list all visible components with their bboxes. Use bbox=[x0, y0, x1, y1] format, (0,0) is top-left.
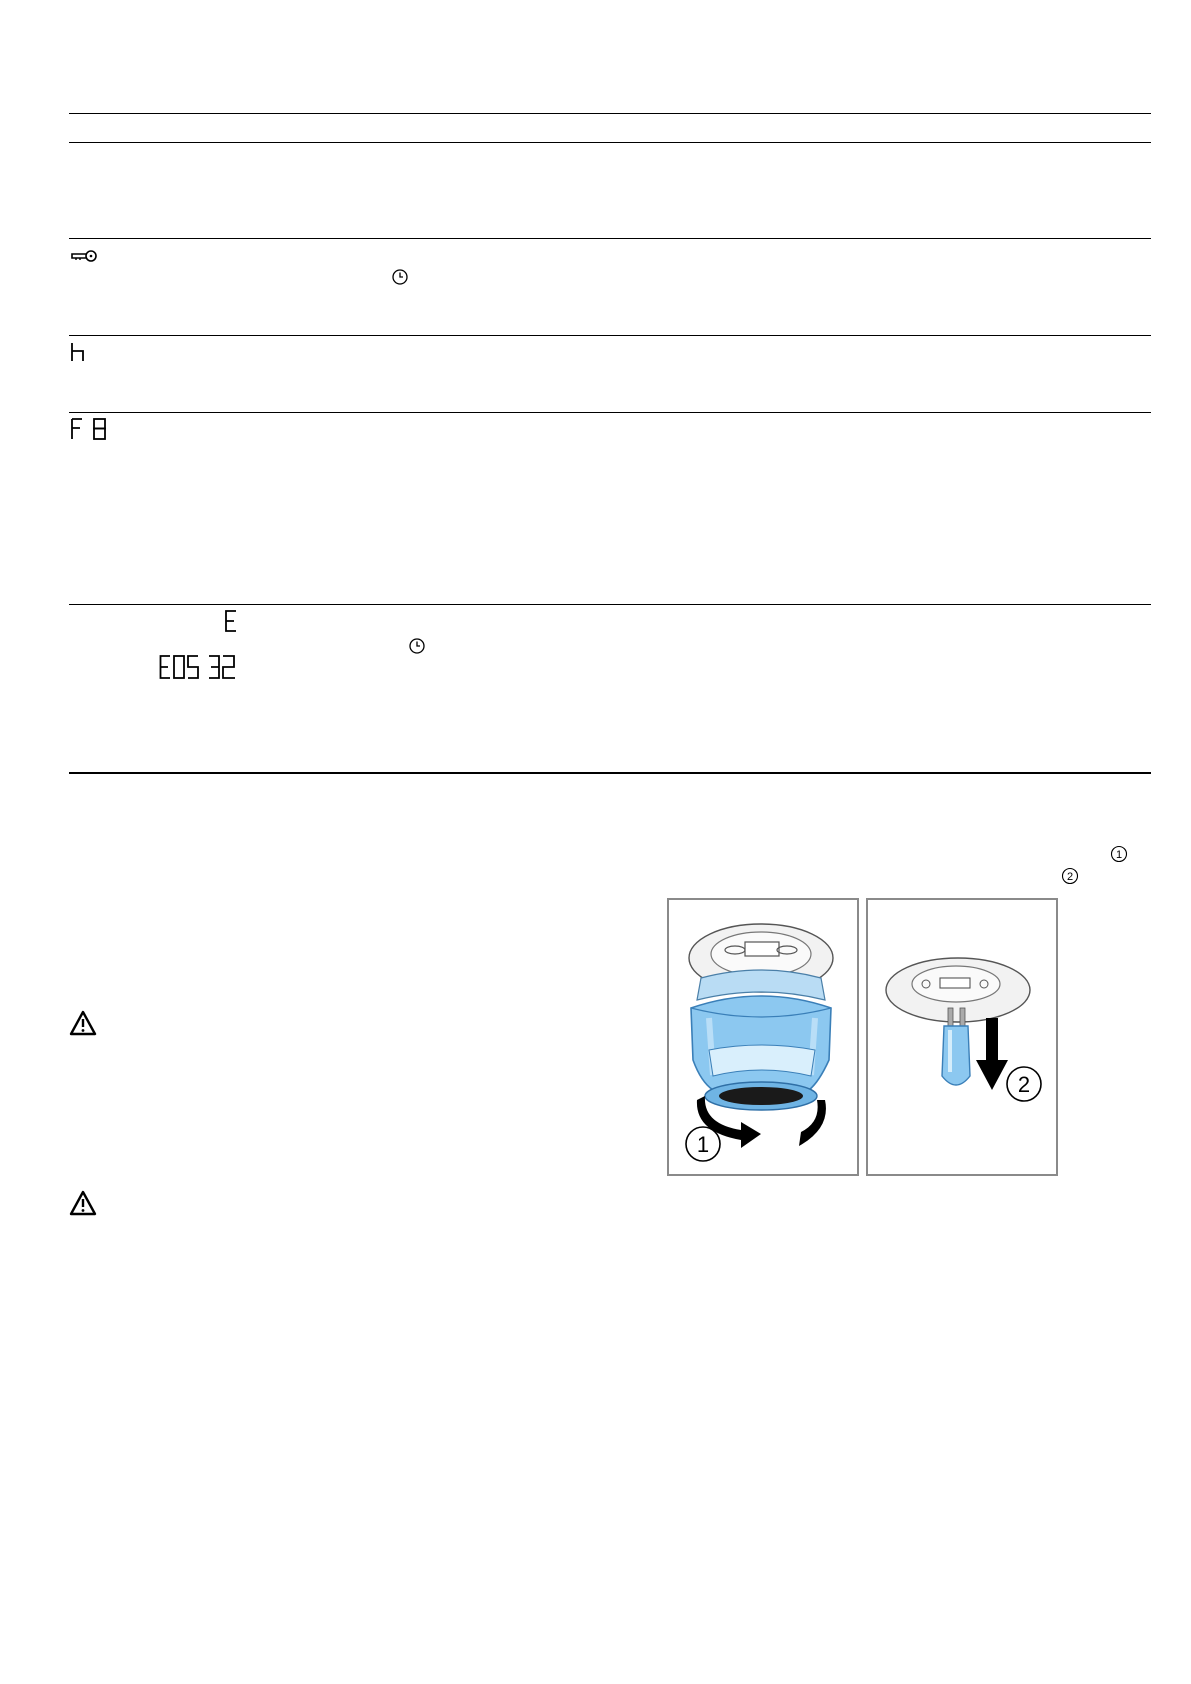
key-icon bbox=[70, 248, 98, 269]
table-top-rule bbox=[69, 113, 1151, 114]
warning-triangle-icon bbox=[69, 1010, 97, 1036]
warning-triangle-icon bbox=[69, 1190, 97, 1216]
illustration-step-2-panel bbox=[866, 898, 1058, 1176]
clock-icon bbox=[392, 269, 408, 285]
table-row-rule bbox=[69, 412, 1151, 413]
display-code-e05-32 bbox=[159, 655, 237, 684]
table-header-rule bbox=[69, 142, 1151, 143]
svg-text:1: 1 bbox=[696, 1132, 710, 1157]
table-row-rule bbox=[69, 335, 1151, 336]
display-code-e bbox=[224, 610, 238, 637]
display-code-h bbox=[70, 342, 86, 367]
display-code-f8 bbox=[70, 418, 108, 445]
illustration-step-1-panel bbox=[667, 898, 859, 1176]
clock-icon bbox=[409, 638, 425, 654]
table-bottom-rule bbox=[69, 772, 1151, 774]
table-row-rule bbox=[69, 604, 1151, 605]
bulb-removal-illustration bbox=[868, 900, 1056, 1174]
circled-1-icon bbox=[1110, 845, 1128, 863]
cover-unscrew-illustration bbox=[669, 900, 857, 1174]
svg-text:2: 2 bbox=[1066, 871, 1074, 883]
table-row-rule bbox=[69, 238, 1151, 239]
circled-2-icon bbox=[1061, 867, 1079, 885]
svg-text:2: 2 bbox=[1017, 1072, 1031, 1097]
svg-text:1: 1 bbox=[1115, 849, 1123, 861]
